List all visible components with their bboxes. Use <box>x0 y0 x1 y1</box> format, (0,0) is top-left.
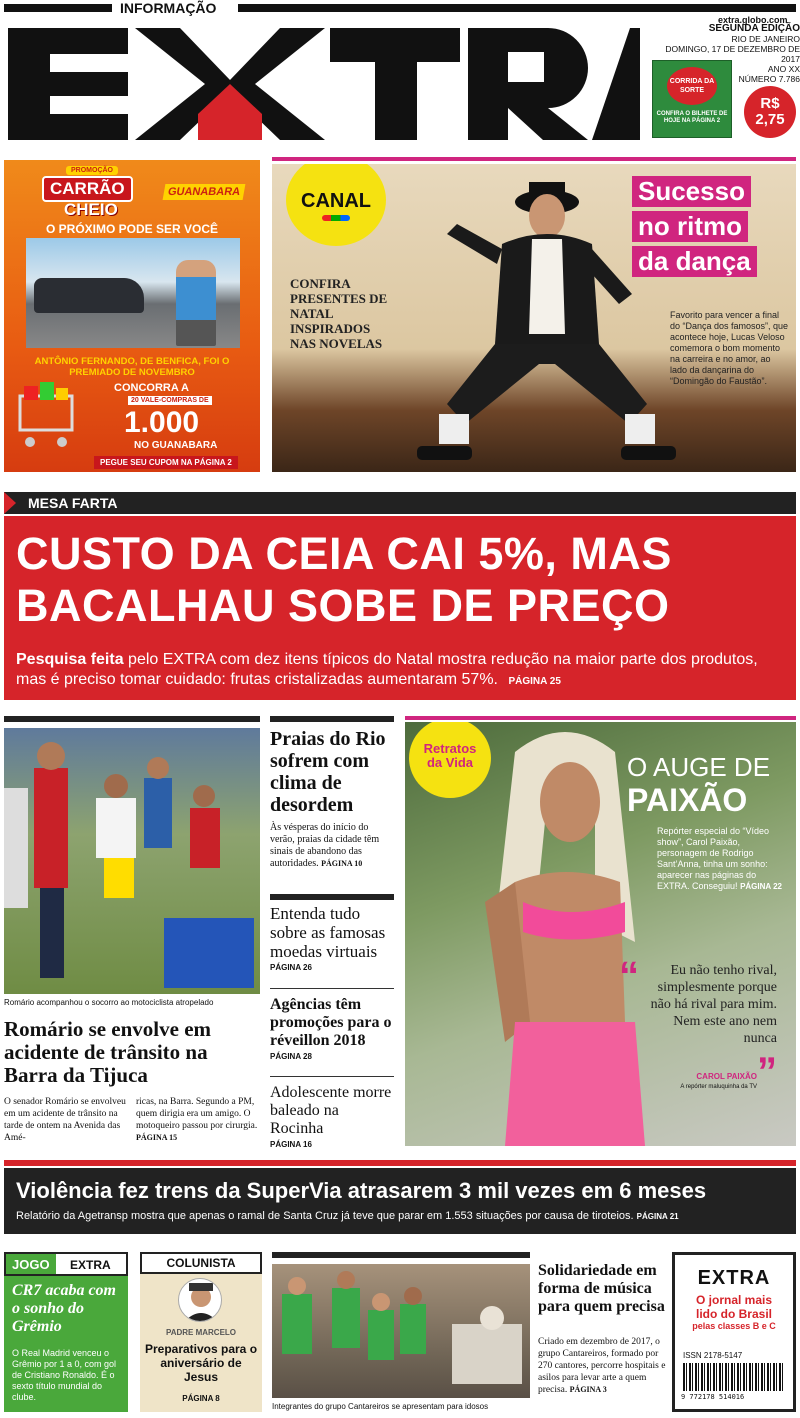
retratos-badge-1: Retratos <box>423 741 477 756</box>
colunista-page: PÁGINA 8 <box>182 1394 220 1403</box>
supervia-body <box>16 1210 786 1222</box>
corrida-title: CORRIDA DA SORTE <box>667 67 717 105</box>
brief-1-body <box>270 822 394 870</box>
barcode <box>683 1363 783 1391</box>
ad-logo: EXTRA <box>697 1267 771 1289</box>
main-headline: CUSTO DA CEIA CAI 5%, MAS BACALHAU SOBE DE PREÇO <box>16 528 672 631</box>
main-page: PÁGINA 25 <box>508 676 561 687</box>
year: ANO XX <box>767 64 800 74</box>
supervia-headline: Violência fez trens da SuperVia atrasarem 3 mil vezes em 6 meses <box>16 1178 707 1203</box>
canal-body: Favorito para vencer a final do “Dança dos famosos”, que acontece hoje, Lucas Veloso comemora o bom momento na carreira e no amor, ao lado da dançarina do “Domingão do Faustão”. <box>670 310 789 386</box>
brief-1[interactable] <box>270 728 394 870</box>
brief-1-page: PÁGINA 10 <box>321 859 363 868</box>
retratos-quote: Eu não tenho rival, simplesmente porque não há rival para mim. Nem este ano nem nunca <box>650 963 777 1046</box>
ad-line-3: pelas classes B e C <box>692 1321 776 1331</box>
cantareiros-photo <box>272 1264 530 1398</box>
corrida-badge[interactable] <box>652 60 732 138</box>
cart-icon <box>12 378 82 458</box>
kicker-arrow <box>4 492 16 514</box>
masthead-rule-left <box>4 4 112 12</box>
retratos-badge-2: da Vida <box>426 755 473 770</box>
city: RIO DE JANEIRO <box>731 34 800 44</box>
quote-open-icon: “ <box>619 954 639 998</box>
jogo-label-2: EXTRA <box>70 1258 111 1272</box>
brief-3-title: Agências têm promoções para o réveillon 2018 <box>270 996 392 1049</box>
issue-number: NÚMERO 7.786 <box>738 74 800 84</box>
retratos-body <box>657 826 787 892</box>
romario-caption: Romário acompanhou o socorro ao motociclista atropelado <box>4 998 214 1007</box>
brief-1-body-text: Às vésperas do início do verão, praias da cidade têm sinais de abandono das autoridades. <box>270 822 380 869</box>
brief-2-page: PÁGINA 26 <box>270 963 312 972</box>
jogo-body: O Real Madrid venceu o Grêmio por 1 a 0, com gol de Cristiano Ronaldo. É o sexto título mundial do clube. <box>12 1348 117 1402</box>
cantareiros-body <box>538 1336 666 1396</box>
edition: SEGUNDA EDIÇÃO <box>708 23 800 34</box>
jogo-label <box>4 1252 128 1276</box>
corrida-sub: CONFIRA O BILHETE DE HOJE NA PÁGINA 2 <box>656 111 728 124</box>
canal-rule <box>272 157 796 161</box>
supervia-rule <box>4 1160 796 1166</box>
price-badge: R$ 2,75 <box>744 86 796 138</box>
canal-headline-3: da dança <box>632 246 757 277</box>
canal-side-text: CONFIRA PRESENTES DE NATAL INSPIRADOS NAS NOVELAS <box>290 276 388 351</box>
romario-body-2-text: ricas, na Barra. Segundo a PM, quem dirigia era um amigo. O motoqueiro passou por cirurgia. <box>136 1097 258 1131</box>
cantareiros-page: PÁGINA 3 <box>569 1385 607 1394</box>
section-label: INFORMAÇÃO <box>120 0 217 16</box>
promo-coupon: PEGUE SEU CUPOM NA PÁGINA 2 <box>94 456 238 469</box>
retratos-page: PÁGINA 22 <box>740 882 782 891</box>
main-lead-bold: Pesquisa feita <box>16 651 124 668</box>
main-lead <box>16 650 786 692</box>
car-shape <box>34 278 144 313</box>
canal-headline-1: Sucesso <box>632 176 751 207</box>
extra-ad-box[interactable] <box>672 1252 796 1412</box>
jogo-label-1: JOGO <box>6 1254 56 1274</box>
promo-title-2: CHEIO <box>64 200 118 219</box>
jogo-headline: CR7 acaba com o sonho do Grêmio <box>12 1282 116 1335</box>
colunista-avatar <box>178 1278 222 1322</box>
main-story[interactable] <box>4 516 796 700</box>
cantareiros-rule <box>272 1252 530 1258</box>
brief-divider-1 <box>270 894 394 900</box>
brief-4-page: PÁGINA 16 <box>270 1140 312 1149</box>
canal-headline <box>632 176 792 277</box>
brief-1-title: Praias do Rio sofrem com clima de desordem <box>270 728 386 816</box>
promo-store: NO GUANABARA <box>134 440 218 451</box>
promo-compete: CONCORRA A <box>114 382 189 394</box>
retratos-body-text: Repórter especial do “Vídeo show”, Carol Paixão, personagem de Rodrigo Sant’Anna, tinha um sonho: aparecer nas páginas do EXTRA. Conseguiu! <box>657 826 770 891</box>
kicker-bar <box>4 492 796 514</box>
jogo-box[interactable] <box>4 1252 128 1412</box>
canal-box[interactable] <box>272 164 796 472</box>
barcode-number: 9 772178 514016 <box>681 1393 745 1401</box>
date: DOMINGO, 17 DE DEZEMBRO DE 2017 <box>665 44 800 64</box>
quote-role: A repórter maluquinha da TV <box>680 1084 757 1090</box>
colunista-headline: Preparativos para o aniversário de Jesus <box>144 1342 258 1384</box>
kicker-text: MESA FARTA <box>28 495 118 511</box>
romario-body-2 <box>136 1096 260 1144</box>
promo-winner: ANTÔNIO FERNANDO, DE BENFICA, FOI O PREMIADO DE NOVEMBRO <box>34 356 230 378</box>
romario-page: PÁGINA 15 <box>136 1133 178 1142</box>
romario-body-1: O senador Romário se envolveu em um acidente de trânsito na tarde de ontem na Avenida das Amé- <box>4 1097 126 1143</box>
cantareiros-body-text: Criado em dezembro de 2017, o grupo Cantareiros, formado por 270 cantores, percorre hospitais e asilos para levar arte a quem precisa. <box>538 1337 666 1395</box>
promo-headline: O PRÓXIMO PODE SER VOCÊ <box>45 222 219 236</box>
romario-photo <box>4 728 260 994</box>
supervia-story[interactable] <box>4 1168 796 1234</box>
cantareiros-headline[interactable]: Solidariedade em forma de música para quem precisa <box>538 1262 665 1315</box>
ad-line-1: O jornal mais <box>695 1293 773 1307</box>
colunista-box[interactable] <box>140 1252 262 1412</box>
winner-figure <box>176 260 216 346</box>
supervia-page: PÁGINA 21 <box>636 1212 679 1221</box>
promo-photo <box>26 238 240 348</box>
colunista-name: PADRE MARCELO <box>165 1328 237 1337</box>
issn: ISSN 2178-5147 <box>683 1351 743 1360</box>
supervia-body-text: Relatório da Agetransp mostra que apenas o ramal de Santa Cruz já teve que parar em 1.553 situações por causa de tiroteios. <box>16 1210 634 1222</box>
main-lead-text: pelo EXTRA com dez itens típicos do Natal mostra redução na maior parte dos produtos, mas é preciso tomar cuidado: frutas cristalizadas aumentaram 57%. <box>16 651 758 688</box>
brief-2-title: Entenda tudo sobre as famosas moedas virtuais <box>270 904 386 961</box>
ad-line-2: lido do Brasil <box>695 1307 772 1321</box>
brief-3-page: PÁGINA 28 <box>270 1052 312 1061</box>
briefs-rule-top <box>270 716 394 722</box>
brief-4-title: Adolescente morre baleado na Rocinha <box>270 1084 392 1137</box>
romario-headline[interactable]: Romário se envolve em acidente de trânsito na Barra da Tijuca <box>4 1017 212 1087</box>
quote-close-icon: ” <box>757 1050 777 1094</box>
promo-box[interactable] <box>4 160 260 472</box>
romario-rule <box>4 716 260 722</box>
canal-badge-text: CANAL <box>301 190 371 212</box>
retratos-title-1: O AUGE DE <box>627 752 771 782</box>
promo-tag: PROMOÇÃO <box>66 166 118 175</box>
cantareiros-caption: Integrantes do grupo Cantareiros se apresentam para idosos <box>272 1402 489 1411</box>
guanabara-logo: GUANABARA <box>163 184 246 200</box>
brief-divider-2 <box>270 988 394 989</box>
extra-logo <box>0 22 640 142</box>
brief-divider-3 <box>270 1076 394 1077</box>
canal-dots <box>322 215 350 221</box>
promo-title-1: CARRÃO <box>42 176 133 202</box>
retratos-title-2: PAIXÃO <box>627 782 748 818</box>
masthead-rule-right <box>238 4 796 12</box>
canal-headline-2: no ritmo <box>632 211 748 242</box>
brief-2[interactable] <box>270 904 394 972</box>
site-url[interactable]: extra.globo.com <box>718 15 788 25</box>
retratos-rule <box>405 716 796 720</box>
quote-author: CAROL PAIXÃO <box>696 1072 757 1081</box>
colunista-label: COLUNISTA <box>140 1252 262 1274</box>
brief-4[interactable] <box>270 1084 394 1149</box>
promo-vouchers: 20 VALE-COMPRAS DE <box>128 396 212 405</box>
promo-amount: 1.000 <box>124 406 200 439</box>
retratos-box[interactable] <box>405 722 796 1146</box>
brief-3[interactable] <box>270 996 394 1061</box>
canal-badge <box>286 164 386 246</box>
carol-figure <box>445 722 655 1146</box>
